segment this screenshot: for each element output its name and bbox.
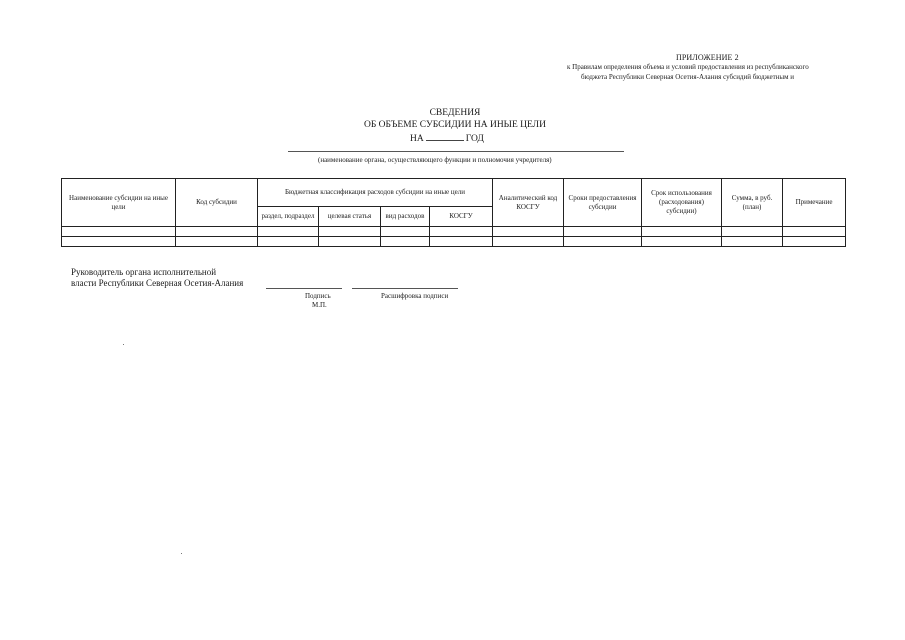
appendix-reference-line-1: к Правилам определения объема и условий предоставления из республиканского	[567, 63, 809, 71]
header-terms: Сроки предоставления субсидии	[564, 179, 642, 227]
signature-line	[266, 288, 342, 289]
header-budget-classification: Бюджетная классификация расходов субсидии на иные цели	[258, 179, 493, 207]
signature-decode-caption: Расшифровка подписи	[381, 292, 449, 300]
table-cell[interactable]	[319, 237, 381, 247]
table-row	[62, 237, 846, 247]
table-cell[interactable]	[62, 237, 176, 247]
subheader-target-article: целевая статья	[319, 207, 381, 227]
appendix-title: ПРИЛОЖЕНИЕ 2	[676, 53, 739, 62]
header-analytic-code: Аналитический код КОСГУ	[493, 179, 564, 227]
table-cell[interactable]	[381, 237, 430, 247]
table-cell[interactable]	[319, 227, 381, 237]
table-row	[62, 227, 846, 237]
table-cell[interactable]	[258, 237, 319, 247]
header-amount: Сумма, в руб. (план)	[722, 179, 783, 227]
table-cell[interactable]	[642, 227, 722, 237]
org-name-line	[288, 151, 624, 152]
table-cell[interactable]	[62, 227, 176, 237]
header-subsidy-code: Код субсидии	[176, 179, 258, 227]
table-cell[interactable]	[430, 227, 493, 237]
table-cell[interactable]	[258, 227, 319, 237]
table-cell[interactable]	[493, 237, 564, 247]
year-prefix: НА	[410, 134, 424, 144]
table-cell[interactable]	[564, 237, 642, 247]
subheader-section: раздел, подраздел	[258, 207, 319, 227]
table-cell[interactable]	[722, 237, 783, 247]
signature-head-line-2: власти Республики Северная Осетия-Алания	[71, 278, 244, 288]
year-blank	[426, 132, 464, 141]
header-usage-term: Срок использования (расходования) субсидии)	[642, 179, 722, 227]
table-cell[interactable]	[493, 227, 564, 237]
scan-speck	[181, 553, 182, 554]
scan-speck	[123, 344, 124, 345]
table-cell[interactable]	[564, 227, 642, 237]
table-cell[interactable]	[642, 237, 722, 247]
table-cell[interactable]	[783, 237, 846, 247]
subsidy-table	[61, 178, 846, 247]
table-cell[interactable]	[722, 227, 783, 237]
table-cell[interactable]	[381, 227, 430, 237]
header-subsidy-name: Наименование субсидии на иные цели	[62, 179, 176, 227]
document-year-line	[410, 132, 484, 144]
table-cell[interactable]	[176, 227, 258, 237]
table-cell[interactable]	[430, 237, 493, 247]
subheader-kosgu: КОСГУ	[430, 207, 493, 227]
stamp-label: М.П.	[312, 301, 327, 309]
org-name-caption: (наименование органа, осуществляющего функции и полномочия учредителя)	[318, 156, 552, 164]
signature-decode-line	[352, 288, 458, 289]
signature-caption: Подпись	[305, 292, 331, 300]
year-suffix: ГОД	[465, 134, 484, 144]
appendix-reference-line-2: бюджета Республики Северная Осетия-Алания субсидий бюджетным и	[581, 73, 795, 81]
document-title: СВЕДЕНИЯ	[429, 108, 481, 118]
signature-head-line-1: Руководитель органа исполнительной	[71, 267, 217, 277]
table-cell[interactable]	[176, 237, 258, 247]
document-subtitle: ОБ ОБЪЕМЕ СУБСИДИИ НА ИНЫЕ ЦЕЛИ	[363, 120, 546, 130]
header-note: Примечание	[783, 179, 846, 227]
table-cell[interactable]	[783, 227, 846, 237]
subheader-expense-type: вид расходов	[381, 207, 430, 227]
